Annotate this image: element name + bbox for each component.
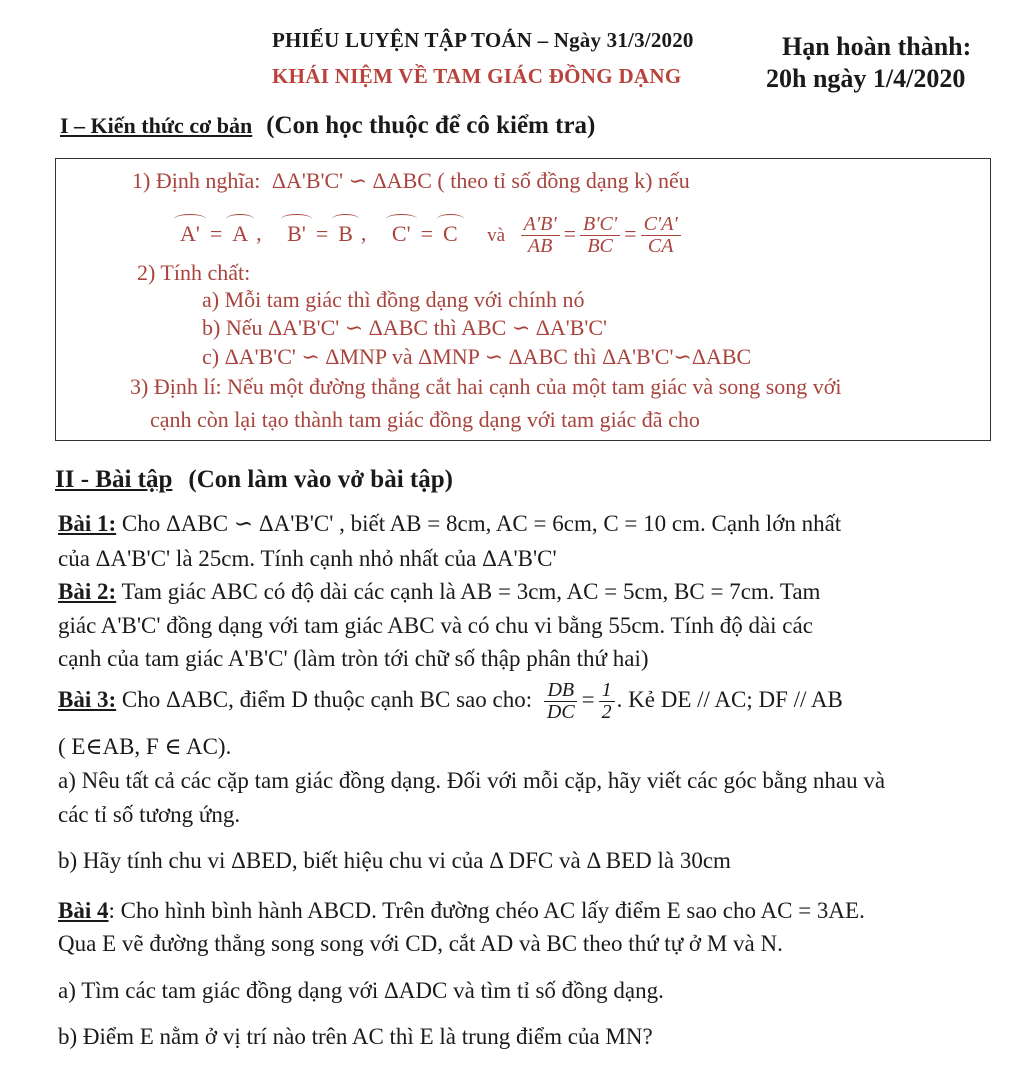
exercise-4-label: Bài 4 xyxy=(58,898,109,923)
ratio-bc: $\frac{B'C'}{BC}$ xyxy=(580,214,620,257)
exercise-3-label: Bài 3: xyxy=(58,686,117,712)
exercise-1-line-2: của ΔA'B'C' là 25cm. Tính cạnh nhỏ nhất của ΔA'B'C' xyxy=(58,546,557,571)
exercise-3-line-2: ( E∈AB, F ∈ AC). xyxy=(58,734,232,759)
exercise-2-line-2: giác A'B'C' đồng dạng với tam giác ABC và có chu vi bằng 55cm. Tính độ dài các xyxy=(58,613,813,638)
exercise-2-label: Bài 2: xyxy=(58,579,117,604)
deadline-label: Hạn hoàn thành: xyxy=(782,32,972,61)
worksheet-topic: KHÁI NIỆM VỀ TAM GIÁC ĐỒNG DẠNG xyxy=(272,64,682,88)
ratio-ab: $\frac{A'B'}{AB}$ xyxy=(521,214,560,257)
angle-c: C xyxy=(437,221,464,247)
angle-b-prime: B' xyxy=(281,221,312,247)
properties-label: 2) Tính chất: xyxy=(137,260,251,285)
exercise-3-line-1: Bài 3: Cho ΔABC, điểm D thuộc cạnh BC sao cho: $\frac{DB}{DC}$ = $\frac{1}{2}$ . Kẻ DE // AC; DF // AB xyxy=(58,679,843,723)
deadline-value: 20h ngày 1/4/2020 xyxy=(766,64,966,93)
angle-c-prime: C' xyxy=(386,221,417,247)
definition-text: ΔA'B'C' ∽ ΔABC ( theo tỉ số đồng dạng k) nếu xyxy=(271,168,690,193)
ratio-ca: $\frac{C'A'}{CA}$ xyxy=(641,214,681,257)
theorem-line-1: 3) Định lí: Nếu một đường thẳng cắt hai cạnh của một tam giác và song song với xyxy=(130,374,842,399)
exercise-4-b: b) Điểm E nằm ở vị trí nào trên AC thì E là trung điểm của MN? xyxy=(58,1024,653,1049)
property-b: b) Nếu ΔA'B'C' ∽ ΔABC thì ABC ∽ ΔA'B'C' xyxy=(202,315,608,340)
section-2-heading xyxy=(55,466,453,494)
definition-label: 1) Định nghĩa: xyxy=(132,168,261,193)
exercise-2-line-1: Bài 2: Tam giác ABC có độ dài các cạnh là AB = 3cm, AC = 5cm, BC = 7cm. Tam xyxy=(58,579,821,604)
section-2-title: II - Bài tập xyxy=(55,466,173,493)
exercise-2-line-3: cạnh của tam giác A'B'C' (làm tròn tới chữ số thập phân thứ hai) xyxy=(58,646,649,671)
exercise-3-a-line-1: a) Nêu tất cả các cặp tam giác đồng dạng. Đối với mỗi cặp, hãy viết các góc bằng nhau và xyxy=(58,768,886,793)
exercise-4-line-2: Qua E vẽ đường thẳng song song với CD, cắt AD và BC theo thứ tự ở M và N. xyxy=(58,931,783,956)
definition-line xyxy=(132,168,690,194)
property-c: c) ΔA'B'C' ∽ ΔMNP và ΔMNP ∽ ΔABC thì ΔA'B'C'∽ΔABC xyxy=(202,344,752,369)
ratio-one-half: $\frac{1}{2}$ xyxy=(599,680,615,723)
and-word: và xyxy=(487,224,506,246)
worksheet-title: PHIẾU LUYỆN TẬP TOÁN – Ngày 31/3/2020 xyxy=(272,28,694,52)
exercise-3-b: b) Hãy tính chu vi ΔBED, biết hiệu chu vi của Δ DFC và Δ BED là 30cm xyxy=(58,848,731,873)
angle-a-prime: A' xyxy=(174,221,206,247)
exercise-3-a-line-2: các tỉ số tương ứng. xyxy=(58,802,241,827)
angle-a: A xyxy=(226,221,254,247)
definition-conditions: A' = A , B' = B , C' = C và $\frac{A'B'}{AB}$ = $\frac{B'C'}{BC}$ = $\frac{C'A'}{CA}$ xyxy=(172,214,683,257)
theorem-line-2: cạnh còn lại tạo thành tam giác đồng dạng với tam giác đã cho xyxy=(150,407,700,432)
exercise-4-a: a) Tìm các tam giác đồng dạng với ΔADC và tìm tỉ số đồng dạng. xyxy=(58,978,664,1003)
section-2-note: (Con làm vào vở bài tập) xyxy=(188,466,453,493)
section-1-heading xyxy=(60,112,595,140)
exercise-1-label: Bài 1: xyxy=(58,511,117,536)
section-1-title: I – Kiến thức cơ bản xyxy=(60,113,253,138)
property-a: a) Mỗi tam giác thì đồng dạng với chính nó xyxy=(202,287,585,312)
angle-b: B xyxy=(332,221,359,247)
section-1-note: (Con học thuộc để cô kiểm tra) xyxy=(266,112,596,139)
exercise-1-line-1: Bài 1: Cho ΔABC ∽ ΔA'B'C' , biết AB = 8cm, AC = 6cm, C = 10 cm. Cạnh lớn nhất xyxy=(58,511,842,536)
exercise-4-line-1: Bài 4: Cho hình bình hành ABCD. Trên đường chéo AC lấy điểm E sao cho AC = 3AE. xyxy=(58,898,865,923)
ratio-db-dc: $\frac{DB}{DC}$ xyxy=(544,680,578,723)
